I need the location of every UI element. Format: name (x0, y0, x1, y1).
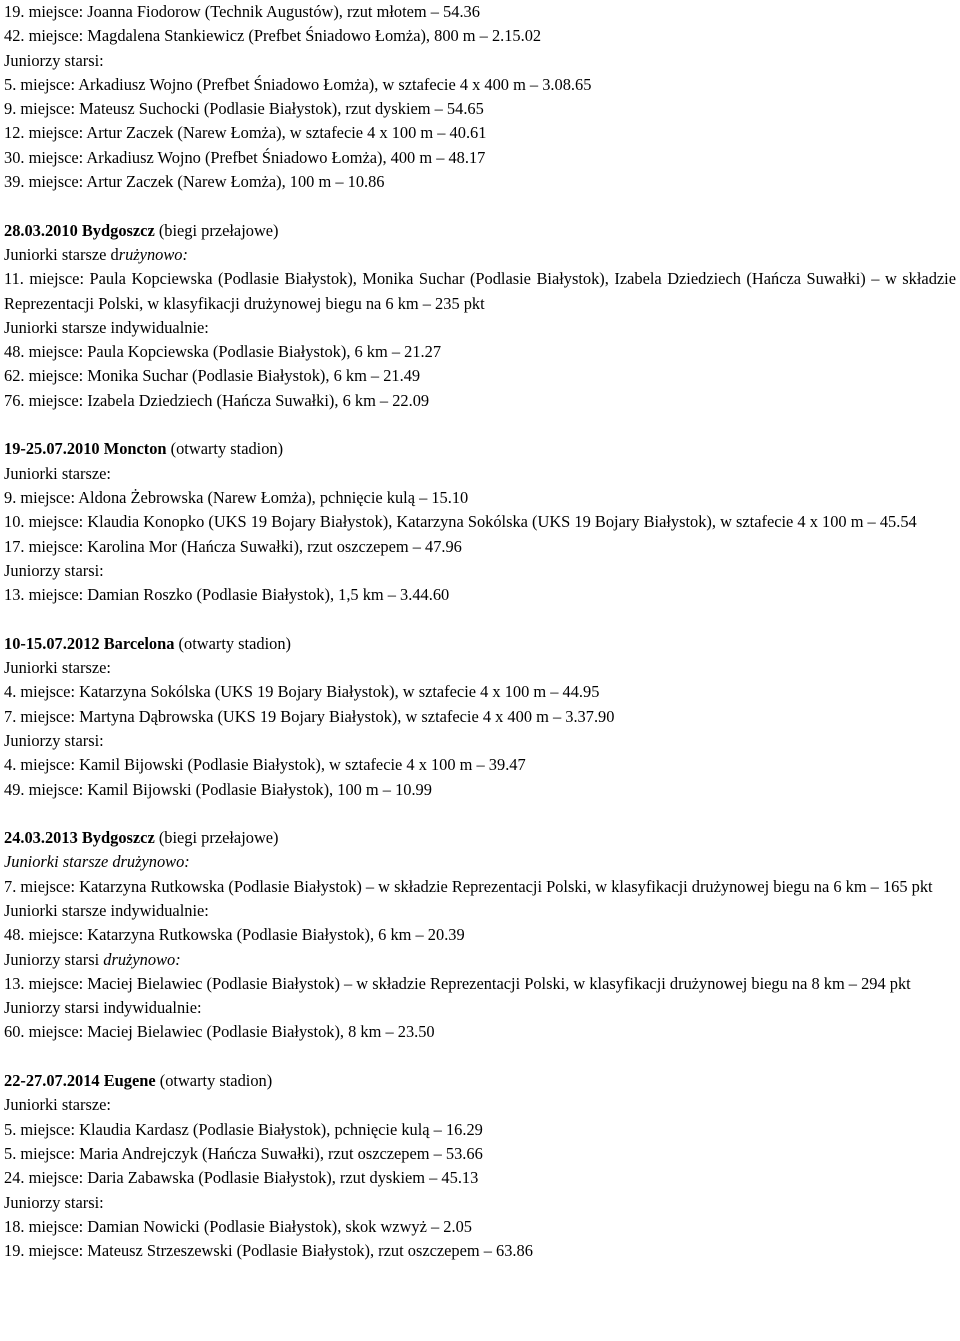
spacer (4, 802, 956, 826)
event-heading (4, 437, 956, 461)
result-line: 39. miejsce: Artur Zaczek (Narew Łomża), 100 m – 10.86 (4, 172, 385, 192)
result-line: 19. miejsce: Mateusz Strzeszewski (Podlasie Białystok), rzut oszczepem – 63.86 (4, 1241, 533, 1261)
spacer (4, 194, 956, 218)
category-label: Juniorki starsze: (4, 1095, 111, 1115)
event-section-barcelona-2012 (4, 632, 956, 802)
category-label-part: drużynowo: (103, 949, 181, 969)
event-kind: (biegi przełajowe) (158, 828, 279, 848)
event-kind: (otwarty stadion) (170, 439, 284, 459)
result-line: 5. miejsce: Klaudia Kardasz (Podlasie Białystok), pchnięcie kulą – 16.29 (4, 1119, 483, 1139)
event-kind: (biegi przełajowe) (158, 220, 279, 240)
category-label-part: Juniorki starsze d (4, 244, 119, 264)
result-line: 48. miejsce: Katarzyna Rutkowska (Podlasie Białystok), 6 km – 20.39 (4, 925, 465, 945)
event-kind: (otwarty stadion) (159, 1071, 273, 1091)
event-kind: (otwarty stadion) (178, 633, 291, 653)
category-label-part: Juniorzy starsi (4, 949, 104, 969)
result-line: 30. miejsce: Arkadiusz Wojno (Prefbet Śniadowo Łomża), 400 m – 48.17 (4, 147, 486, 167)
event-date: 28.03.2010 (4, 220, 78, 240)
result-line: 42. miejsce: Magdalena Stankiewicz (Prefbet Śniadowo Łomża), 800 m – 2.15.02 (4, 26, 542, 46)
category-label (4, 948, 956, 972)
result-paragraph: 13. miejsce: Maciej Bielawiec (Podlasie Białystok) – w składzie Reprezentacji Polski, w klasyfikacji drużynowej biegu na 8 km – 294 pkt (4, 973, 911, 993)
result-line: 9. miejsce: Mateusz Suchocki (Podlasie Białystok), rzut dyskiem – 54.65 (4, 99, 484, 119)
result-line: 24. miejsce: Daria Zabawska (Podlasie Białystok), rzut dyskiem – 45.13 (4, 1168, 479, 1188)
result-paragraph: 11. miejsce: Paula Kopciewska (Podlasie Białystok), Monika Suchar (Podlasie Białystok), Izabela Dziedziech (Hańcza Suwałki) – w składzie Reprezentacji Polski, w klasyfikacji drużynowej biegu na 6 km – 235 pkt (4, 269, 956, 313)
event-heading (4, 1069, 956, 1093)
event-heading (4, 632, 956, 656)
category-label: Juniorzy starsi indywidualnie: (4, 998, 202, 1018)
event-heading (4, 826, 956, 850)
result-line: 49. miejsce: Kamil Bijowski (Podlasie Białystok), 100 m – 10.99 (4, 779, 432, 799)
category-label: Juniorki starsze: (4, 658, 111, 678)
category-label: Juniorzy starsi: (4, 1192, 104, 1212)
category-label: Juniorki starsze indywidualnie: (4, 900, 209, 920)
result-line: 7. miejsce: Martyna Dąbrowska (UKS 19 Bojary Białystok), w sztafecie 4 x 400 m – 3.37.90 (4, 706, 615, 726)
spacer (4, 1045, 956, 1069)
result-line: 4. miejsce: Kamil Bijowski (Podlasie Białystok), w sztafecie 4 x 100 m – 39.47 (4, 755, 526, 775)
event-date: 10-15.07.2012 (4, 633, 100, 653)
event-date: 19-25.07.2010 (4, 439, 100, 459)
spacer (4, 607, 956, 631)
event-section-bydgoszcz-2010 (4, 219, 956, 413)
result-paragraph: 10. miejsce: Klaudia Konopko (UKS 19 Bojary Białystok), Katarzyna Sokólska (UKS 19 Bojary Białystok), w sztafecie 4 x 100 m – 45.54 (4, 512, 917, 532)
result-line: 5. miejsce: Maria Andrejczyk (Hańcza Suwałki), rzut oszczepem – 53.66 (4, 1143, 483, 1163)
category-label: Juniorki starsze indywidualnie: (4, 317, 209, 337)
result-line: 48. miejsce: Paula Kopciewska (Podlasie Białystok), 6 km – 21.27 (4, 342, 442, 362)
results-top-block (4, 0, 956, 194)
category-label (4, 243, 956, 267)
result-line: 18. miejsce: Damian Nowicki (Podlasie Białystok), skok wzwyż – 2.05 (4, 1216, 472, 1236)
result-line: 17. miejsce: Karolina Mor (Hańcza Suwałki), rzut oszczepem – 47.96 (4, 536, 462, 556)
result-line: 76. miejsce: Izabela Dziedziech (Hańcza Suwałki), 6 km – 22.09 (4, 390, 430, 410)
category-label-part: rużynowo: (118, 244, 188, 264)
event-place: Bydgoszcz (81, 828, 155, 848)
result-line: 12. miejsce: Artur Zaczek (Narew Łomża), w sztafecie 4 x 100 m – 40.61 (4, 123, 487, 143)
category-label: Juniorki starsze drużynowo: (4, 852, 190, 872)
category-label: Juniorzy starsi: (4, 730, 104, 750)
event-place: Eugene (103, 1071, 156, 1091)
category-label: Juniorzy starsi: (4, 50, 104, 70)
category-label: Juniorzy starsi: (4, 560, 104, 580)
event-place: Moncton (103, 439, 167, 459)
result-line: 60. miejsce: Maciej Bielawiec (Podlasie Białystok), 8 km – 23.50 (4, 1022, 435, 1042)
result-line: 19. miejsce: Joanna Fiodorow (Technik Augustów), rzut młotem – 54.36 (4, 2, 480, 21)
result-paragraph: 7. miejsce: Katarzyna Rutkowska (Podlasie Białystok) – w składzie Reprezentacji Polski, w klasyfikacji drużynowej biegu na 6 km – 165 pkt (4, 876, 933, 896)
spacer (4, 413, 956, 437)
event-date: 22-27.07.2014 (4, 1071, 100, 1091)
event-date: 24.03.2013 (4, 828, 78, 848)
result-line: 62. miejsce: Monika Suchar (Podlasie Białystok), 6 km – 21.49 (4, 366, 421, 386)
event-section-eugene-2014 (4, 1069, 956, 1263)
event-section-bydgoszcz-2013 (4, 826, 956, 1045)
result-line: 4. miejsce: Katarzyna Sokólska (UKS 19 Bojary Białystok), w sztafecie 4 x 100 m – 44.95 (4, 682, 600, 702)
event-place: Barcelona (103, 633, 175, 653)
result-line: 13. miejsce: Damian Roszko (Podlasie Białystok), 1,5 km – 3.44.60 (4, 585, 450, 605)
result-line: 9. miejsce: Aldona Żebrowska (Narew Łomża), pchnięcie kulą – 15.10 (4, 487, 469, 507)
result-line: 5. miejsce: Arkadiusz Wojno (Prefbet Śniadowo Łomża), w sztafecie 4 x 400 m – 3.08.65 (4, 74, 592, 94)
event-place: Bydgoszcz (81, 220, 155, 240)
event-section-moncton-2010 (4, 437, 956, 607)
category-label: Juniorki starsze: (4, 463, 111, 483)
event-heading (4, 219, 956, 243)
